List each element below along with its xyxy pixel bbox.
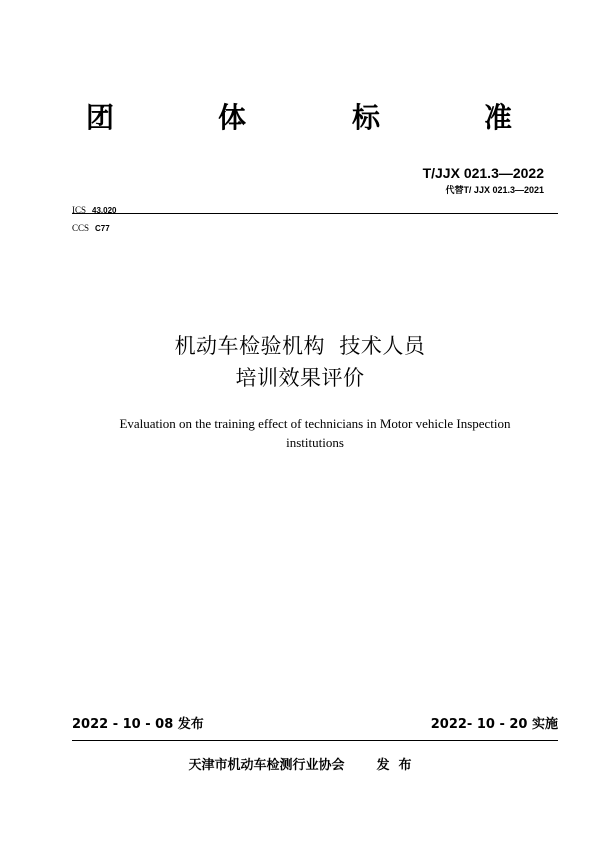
ccs-label: CCS [72, 223, 90, 233]
publisher-action: 发 布 [376, 758, 412, 773]
ics-classification [72, 205, 116, 216]
document-title [0, 330, 600, 394]
standard-replaces: 代替T/ JJX 021.3—2021 [445, 185, 544, 195]
ics-value: 43.020 [92, 206, 117, 215]
document-type-heading [0, 100, 600, 140]
title-line-1: 机动车检验机构 技术人员 [174, 334, 426, 358]
heading-char-4: 准 [484, 101, 513, 134]
heading-char-3: 标 [352, 101, 381, 134]
english-title: Evaluation on the training effect of technicians in Motor vehicle Inspection institutions [119, 416, 511, 450]
ics-label: ICS [72, 205, 87, 215]
ccs-classification [72, 223, 110, 234]
top-divider [72, 213, 558, 214]
publisher-name: 天津市机动车检测行业协会 [188, 758, 345, 773]
heading-char-1: 团 [86, 101, 115, 134]
issue-date: 2022 - 10 - 08 发布 [72, 717, 204, 732]
implementation-date: 2022- 10 - 20 实施 [430, 717, 558, 732]
publisher-line [0, 757, 600, 775]
ccs-value: C77 [95, 224, 110, 233]
bottom-divider [72, 740, 558, 741]
title-line-2: 培训效果评价 [235, 366, 365, 390]
heading-char-2: 体 [218, 101, 247, 134]
standard-number: T/JJX 021.3—2022 [422, 165, 544, 181]
